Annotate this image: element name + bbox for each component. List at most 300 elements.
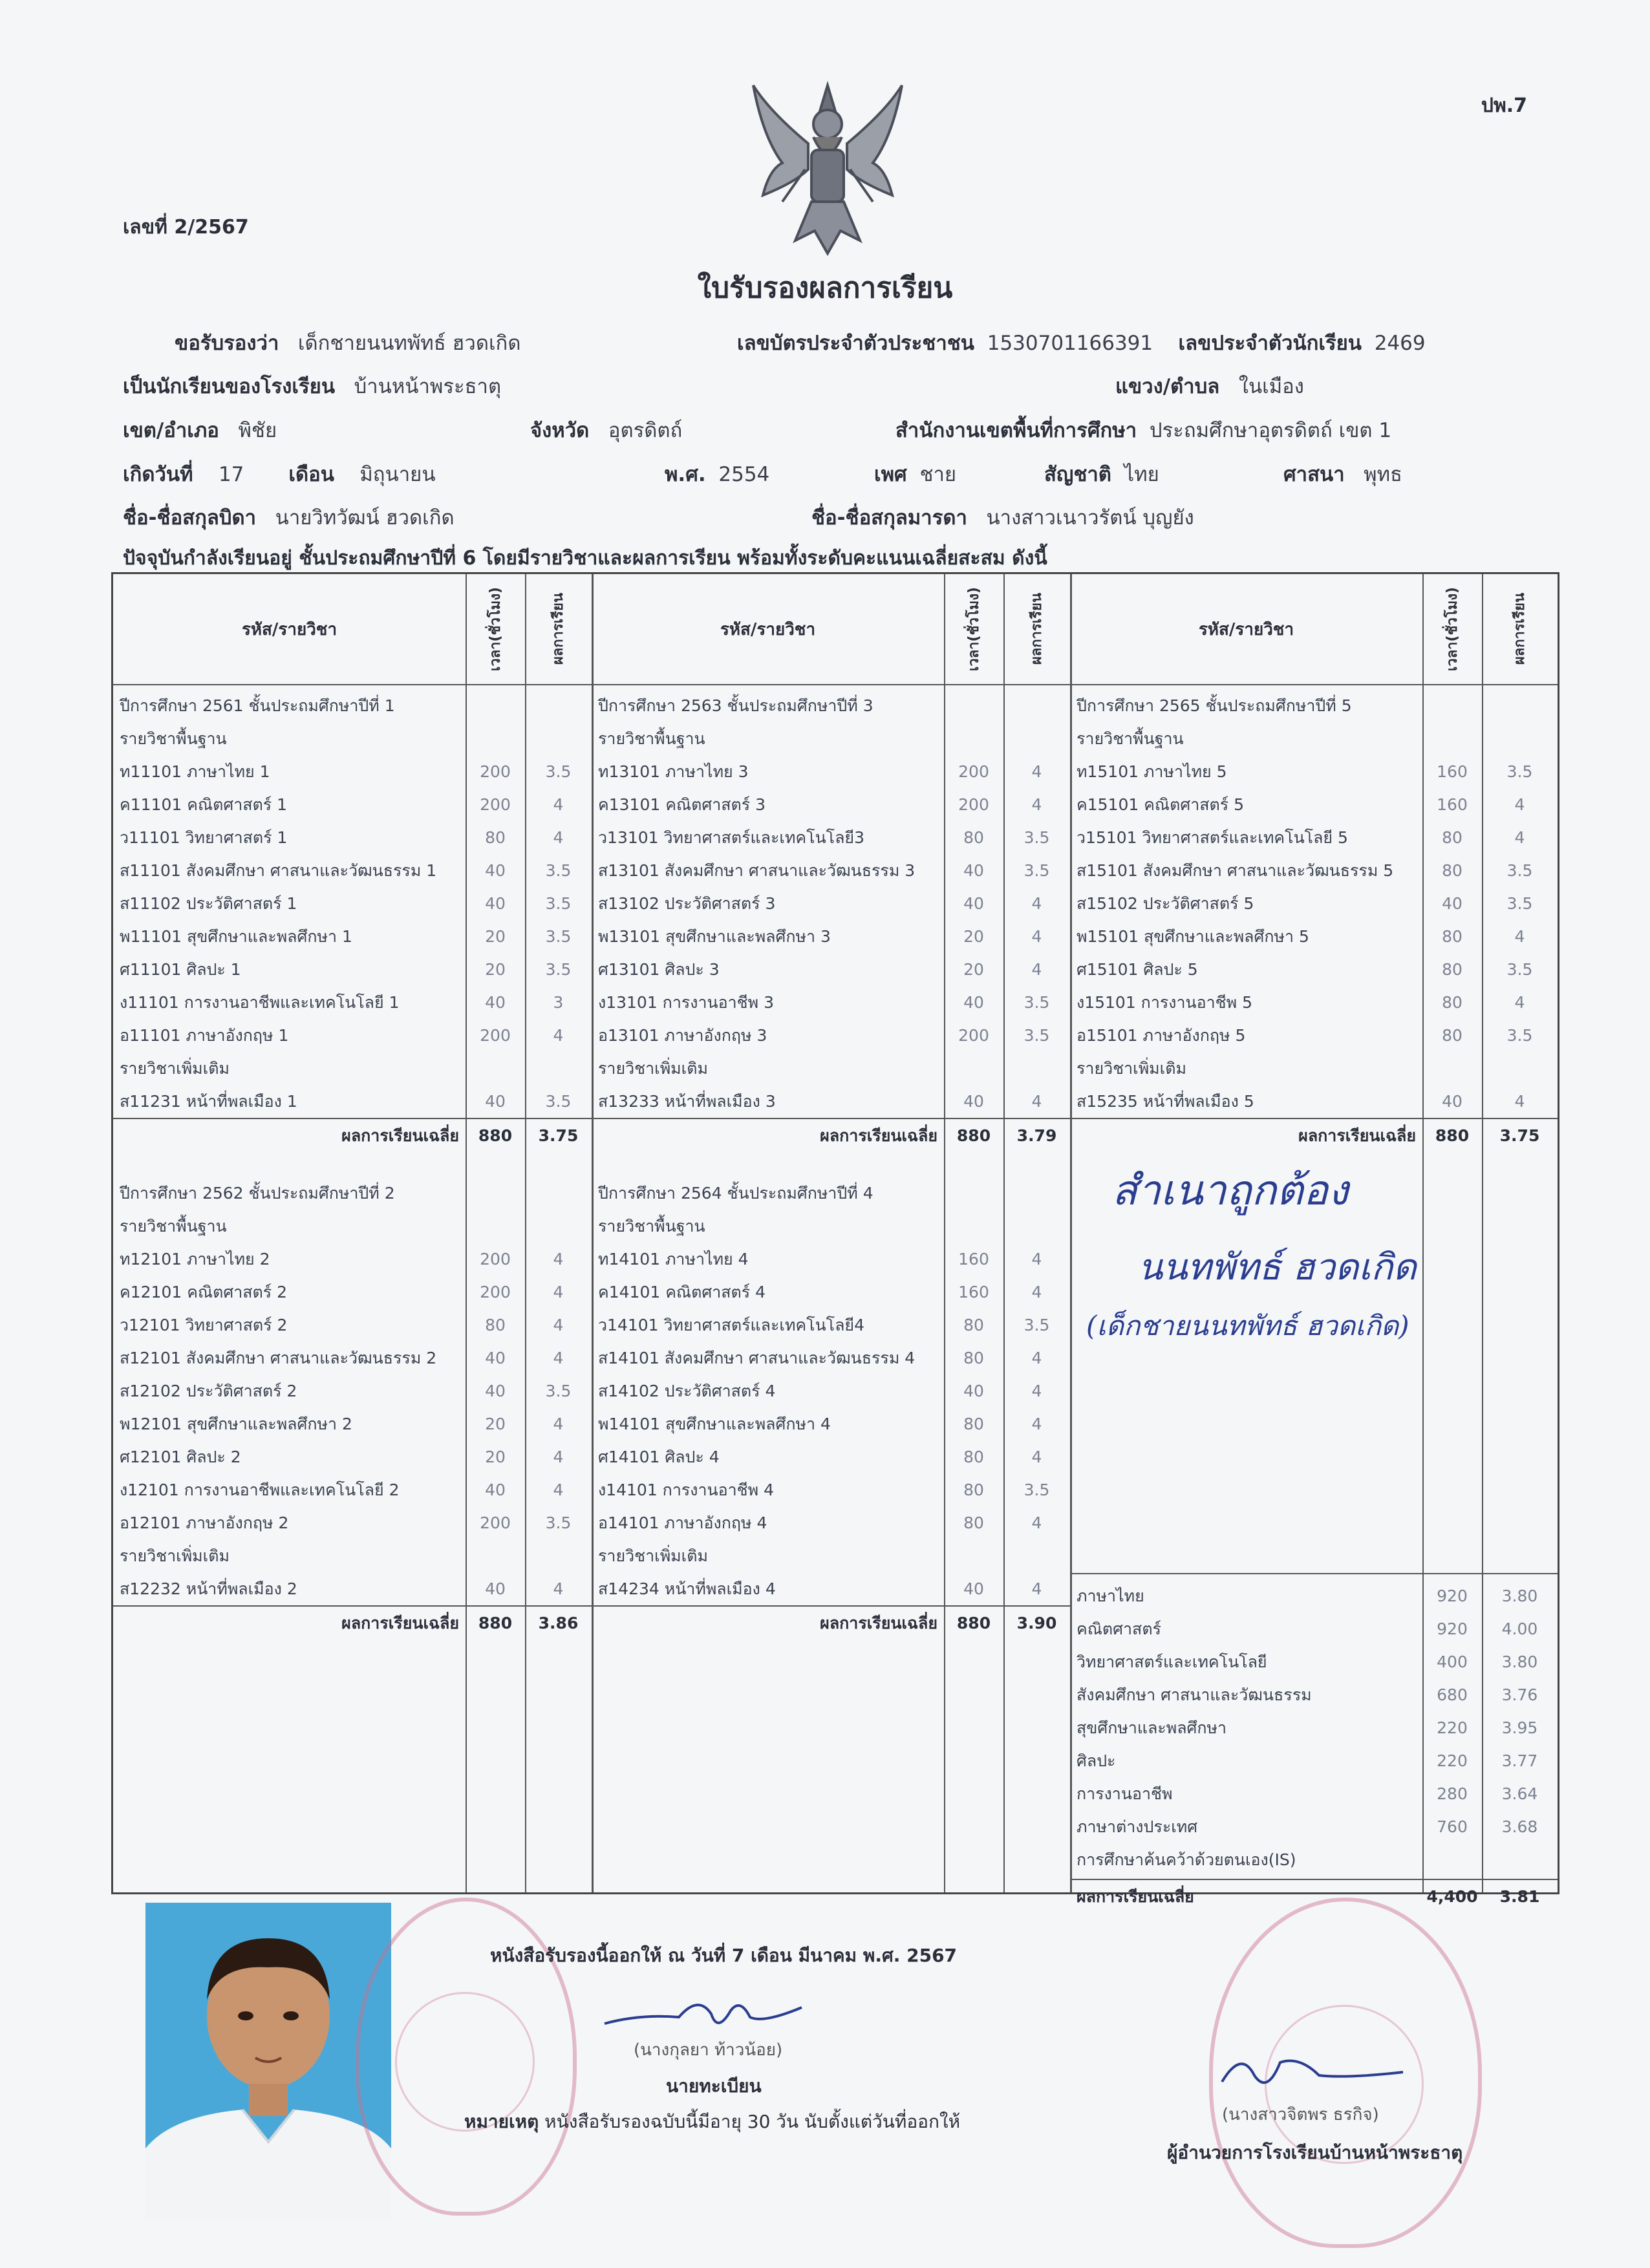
grade-value: 4 [553,828,564,847]
subject-row [592,1506,1070,1539]
hours-value: 220 [1437,1718,1468,1737]
subject-name: อ11101 ภาษาอังกฤษ 1 [120,1026,289,1045]
hours-value: 80 [963,1349,984,1367]
hours-value: 80 [1442,1026,1462,1045]
category-row [113,1539,592,1572]
category-row [592,722,1070,755]
subject-name: ส15102 ประวัติศาสตร์ 5 [1077,894,1254,913]
hours-value: 40 [485,861,506,880]
grade-value: 3.80 [1501,1587,1538,1605]
hours-value: 880 [478,1126,513,1145]
subject-name: ภาษาไทย [1077,1587,1144,1605]
school-name: บ้านหน้าพระธาตุ [354,375,502,398]
grade-value: 3.5 [1506,894,1533,913]
grade-value: 4 [1514,1092,1525,1111]
hours-value: 40 [485,1579,506,1598]
subject-row [592,1276,1070,1309]
grade-value: 3.76 [1501,1685,1538,1704]
hours-value: 40 [1442,1092,1462,1111]
subject-row [592,1473,1070,1506]
subject-name: ส14234 หน้าที่พลเมือง 4 [598,1579,776,1598]
subject-name: ปีการศึกษา 2561 ชั้นประถมศึกษาปีที่ 1 [120,696,395,715]
grade-value: 3.5 [1023,993,1050,1012]
subject-name: อ14101 ภาษาอังกฤษ 4 [598,1514,767,1532]
subject-name: การศึกษาค้นคว้าด้วยตนเอง(IS) [1077,1850,1296,1869]
grade-value: 4 [553,1026,564,1045]
category-row [113,722,592,755]
hours-value: 80 [485,828,506,847]
subject-name: ปีการศึกษา 2565 ชั้นประถมศึกษาปีที่ 5 [1077,696,1352,715]
summary-row [1070,1810,1558,1843]
subject-name: การงานอาชีพ [1077,1784,1173,1803]
hours-value: 20 [485,960,506,979]
subject-row [113,986,592,1019]
student-name: เด็กชายนนทพัทธ์ ฮวดเกิด [297,332,521,355]
header-subject: รหัส/รายวิชา [1198,619,1294,639]
grade-value: 3.5 [545,960,572,979]
hours-value: 40 [963,894,984,913]
subject-row [1070,1019,1558,1052]
registrar-name: (นางกุลยา ท้าวน้อย) [634,2040,783,2060]
subject-row [592,1243,1070,1276]
subject-name: รายวิชาพื้นฐาน [120,729,227,748]
subject-name: ท11101 ภาษาไทย 1 [120,762,270,781]
certify-line: ขอรับรองว่า เด็กชายนนทพัทธ์ ฮวดเกิด [175,332,521,355]
subject-row [113,887,592,920]
hours-value: 400 [1437,1653,1468,1671]
hours-value: 80 [963,1481,984,1499]
subject-name: ศ15101 ศิลปะ 5 [1077,960,1198,979]
subject-name: พ15101 สุขศึกษาและพลศึกษา 5 [1077,927,1309,946]
hours-value: 80 [1442,993,1462,1012]
province-line: จังหวัด อุตรดิตถ์ [530,419,683,442]
subject-name: พ11101 สุขศึกษาและพลศึกษา 1 [120,927,352,946]
grade-value: 3.95 [1501,1718,1538,1737]
religion-line: ศาสนา พุทธ [1283,463,1402,486]
subject-row [592,953,1070,986]
hours-value: 40 [485,1349,506,1367]
subject-row [592,920,1070,953]
subject-row [592,1440,1070,1473]
subject-name: ผลการเรียนเฉลี่ย [1298,1126,1416,1145]
subject-name: ศ12101 ศิลปะ 2 [120,1448,241,1466]
grade-value: 3.5 [545,1382,572,1400]
subject-row [1070,920,1558,953]
subject-name: ค15101 คณิตศาสตร์ 5 [1077,795,1245,814]
hours-value: 160 [958,1283,989,1301]
handwritten-certified-copy: สำเนาถูกต้อง [1112,1167,1349,1215]
hours-value: 20 [485,1415,506,1433]
subject-name: ปีการศึกษา 2564 ชั้นประถมศึกษาปีที่ 4 [598,1184,873,1203]
hours-value: 40 [485,894,506,913]
grade-value: 4 [553,1349,564,1367]
hours-value: 280 [1437,1784,1468,1803]
subject-row [113,1243,592,1276]
subject-row [592,1572,1070,1605]
hours-value: 200 [480,1514,511,1532]
subject-row [592,1085,1070,1118]
hours-value: 80 [1442,960,1462,979]
subject-name: ว14101 วิทยาศาสตร์และเทคโนโลยี4 [598,1316,864,1334]
summary-row [1070,1777,1558,1810]
subject-row [113,788,592,821]
subject-row [113,1342,592,1375]
handwritten-student-name: (เด็กชายนนทพัทธ์ ฮวดเกิด) [1086,1310,1409,1342]
hours-value: 20 [485,1448,506,1466]
header-grade: ผลการเรียน [1029,593,1045,665]
grade-value: 4 [1031,762,1042,781]
subject-name: ส12102 ประวัติศาสตร์ 2 [120,1382,297,1400]
subject-name: ว12101 วิทยาศาสตร์ 2 [120,1316,288,1334]
year-title [592,689,1070,722]
subject-row [113,1440,592,1473]
subject-row [113,1085,592,1118]
grade-value: 3.79 [1016,1126,1057,1145]
grade-value: 4 [1031,1514,1042,1532]
subject-row [113,854,592,887]
grade-value: 3.68 [1501,1817,1538,1836]
director-role: ผู้อำนวยการโรงเรียนบ้านหน้าพระธาตุ [1167,2142,1463,2163]
grade-value: 3.90 [1016,1614,1057,1632]
summary-row [1070,1711,1558,1744]
subject-name: คณิตศาสตร์ [1077,1620,1161,1638]
subject-name: สุขศึกษาและพลศึกษา [1077,1718,1227,1737]
hours-value: 40 [485,1382,506,1400]
subject-row [113,1309,592,1342]
grade-value: 4.00 [1501,1620,1538,1638]
grade-value: 4 [553,1250,564,1268]
id-card-number: 1530701166391 [987,332,1153,355]
header-divider [113,684,1558,685]
category-row [113,1210,592,1243]
subject-name: ค12101 คณิตศาสตร์ 2 [120,1283,288,1301]
subject-name: รายวิชาเพิ่มเติม [598,1546,708,1565]
grade-value: 4 [1031,795,1042,814]
grade-value: 4 [553,1448,564,1466]
hours-value: 40 [485,1092,506,1111]
grade-table [111,572,1559,1906]
category-row [113,1052,592,1085]
hours-value: 80 [963,1316,984,1334]
grade-value: 3.75 [538,1126,579,1145]
year-title [1070,689,1558,722]
subject-name: ปีการศึกษา 2562 ชั้นประถมศึกษาปีที่ 2 [120,1184,395,1203]
hours-value: 80 [485,1316,506,1334]
hours-value: 760 [1437,1817,1468,1836]
sex-line: เพศ ชาย [874,463,957,486]
grade-value: 4 [1031,1250,1042,1268]
category-row [592,1210,1070,1243]
hours-value: 40 [963,861,984,880]
grade-value: 3.77 [1501,1751,1538,1770]
subject-row [1070,986,1558,1019]
grade-value: 3.5 [1023,828,1050,847]
hours-value: 80 [1442,861,1462,880]
subject-name: รายวิชาเพิ่มเติม [1077,1059,1186,1078]
office-line: สำนักงานเขตพื้นที่การศึกษา ประถมศึกษาอุตรดิตถ์ เขต 1 [895,419,1392,442]
subject-row [113,1473,592,1506]
summary-row [1070,1678,1558,1711]
grade-value: 3.86 [538,1614,579,1632]
hours-value: 200 [958,1026,989,1045]
hours-value: 680 [1437,1685,1468,1704]
subject-row [113,1375,592,1407]
subject-name: พ12101 สุขศึกษาและพลศึกษา 2 [120,1415,352,1433]
subject-row [1070,953,1558,986]
grade-value: 3.80 [1501,1653,1538,1671]
subject-row [592,854,1070,887]
subject-row [113,1019,592,1052]
subject-name: ค14101 คณิตศาสตร์ 4 [598,1283,766,1301]
grade-value: 3.5 [545,894,572,913]
subject-row [1070,887,1558,920]
grade-value: 4 [1031,1349,1042,1367]
subject-row [113,1276,592,1309]
year-average-row [1070,1119,1558,1152]
grade-value: 3.5 [1023,861,1050,880]
hours-value: 880 [1435,1126,1470,1145]
subject-name: ส11102 ประวัติศาสตร์ 1 [120,894,297,913]
current-statement: ปัจจุบันกำลังเรียนอยู่ ชั้นประถมศึกษาปีที่ 6 โดยมีรายวิชาและผลการเรียน พร้อมทั้งระดับคะแนนเฉลี่ยสะสม ดังนี้ [123,547,1047,570]
year-title [113,689,592,722]
subject-name: ส14102 ประวัติศาสตร์ 4 [598,1382,776,1400]
grade-value: 3.5 [1023,1481,1050,1499]
hours-value: 200 [480,762,511,781]
subject-name: พ14101 สุขศึกษาและพลศึกษา 4 [598,1415,831,1433]
subject-name: ค11101 คณิตศาสตร์ 1 [120,795,288,814]
subject-row [592,1019,1070,1052]
registrar-role: นายทะเบียน [666,2075,762,2097]
remark: หมายเหตุ หนังสือรับรองฉบับนี้มีอายุ 30 วัน นับตั้งแต่วันที่ออกให้ [464,2111,961,2132]
subject-name: รายวิชาพื้นฐาน [598,1217,705,1236]
summary-row [1070,1579,1558,1612]
header-grade: ผลการเรียน [550,593,566,665]
grade-value: 4 [553,1481,564,1499]
grade-value: 4 [1031,1415,1042,1433]
subject-name: ง11101 การงานอาชีพและเทคโนโลยี 1 [120,993,400,1012]
birth-line: เกิดวันที่ 17 เดือน มิถุนายน [123,463,436,486]
subject-name: ท15101 ภาษาไทย 5 [1077,762,1227,781]
subject-name: ง12101 การงานอาชีพและเทคโนโลยี 2 [120,1481,400,1499]
subject-name: ท14101 ภาษาไทย 4 [598,1250,749,1268]
grade-value: 4 [1031,1579,1042,1598]
subject-name: วิทยาศาสตร์และเทคโนโลยี [1077,1653,1267,1671]
hours-value: 4,400 [1426,1887,1478,1906]
year-title [113,1177,592,1210]
subject-name: ผลการเรียนเฉลี่ย [341,1614,459,1632]
id-line: เลขบัตรประจำตัวประชาชน 1530701166391 เลขประจำตัวนักเรียน 2469 [737,332,1426,355]
student-photo [145,1903,391,2220]
grade-value: 3.5 [1023,1026,1050,1045]
subject-name: ค13101 คณิตศาสตร์ 3 [598,795,766,814]
school-line: เป็นนักเรียนของโรงเรียน บ้านหน้าพระธาตุ [123,375,502,398]
grade-value: 3.5 [545,762,572,781]
hours-value: 20 [485,927,506,946]
subject-name: ส12232 หน้าที่พลเมือง 2 [120,1579,297,1598]
subject-name: ว11101 วิทยาศาสตร์ 1 [120,828,288,847]
grade-value: 4 [1514,927,1525,946]
category-row [592,1052,1070,1085]
nationality-line: สัญชาติ ไทย [1044,463,1159,486]
subject-name: ศ11101 ศิลปะ 1 [120,960,241,979]
grade-value: 3.5 [1506,960,1533,979]
subject-row [1070,1085,1558,1118]
hours-value: 200 [958,762,989,781]
grade-value: 3.5 [545,1514,572,1532]
grade-value: 4 [1031,960,1042,979]
subject-name: รายวิชาพื้นฐาน [120,1217,227,1236]
hours-value: 80 [963,828,984,847]
grade-value: 4 [1031,1448,1042,1466]
grade-value: 4 [1514,795,1525,814]
subject-name: อ15101 ภาษาอังกฤษ 5 [1077,1026,1246,1045]
subject-row [592,986,1070,1019]
category-row [1070,722,1558,755]
birth-year-line: พ.ศ. 2554 [665,463,770,486]
subject-row [592,788,1070,821]
hours-value: 200 [958,795,989,814]
form-code: ปพ.7 [1481,94,1527,117]
subject-row [113,755,592,788]
subdistrict-line: แขวง/ตำบล ในเมือง [1115,375,1304,398]
subject-name: สังคมศึกษา ศาสนาและวัฒนธรรม [1077,1685,1312,1704]
subject-name: ส11231 หน้าที่พลเมือง 1 [120,1092,297,1111]
garuda-emblem [744,72,912,260]
hours-value: 80 [1442,828,1462,847]
subject-name: ปีการศึกษา 2563 ชั้นประถมศึกษาปีที่ 3 [598,696,873,715]
handwritten-signature-student: นนทพัทธ์ ฮวดเกิด [1138,1246,1417,1289]
document-number: เลขที่ 2/2567 [123,216,249,239]
grade-value: 4 [1031,927,1042,946]
subject-name: ส15101 สังคมศึกษา ศาสนาและวัฒนธรรม 5 [1077,861,1394,880]
subject-row [113,920,592,953]
header-subject: รหัส/รายวิชา [241,619,338,639]
subject-name: ส11101 สังคมศึกษา ศาสนาและวัฒนธรรม 1 [120,861,437,880]
hours-value: 200 [480,795,511,814]
director-name: (นางสาวจิตพร ธรกิจ) [1222,2105,1379,2124]
subject-name: อ13101 ภาษาอังกฤษ 3 [598,1026,767,1045]
grade-value: 3.5 [545,1092,572,1111]
year-average-row [113,1119,592,1152]
subject-row [1070,821,1558,854]
document-title: ใบรับรองผลการเรียน [697,272,953,305]
hours-value: 200 [480,1250,511,1268]
hours-value: 80 [963,1514,984,1532]
subject-name: รายวิชาเพิ่มเติม [120,1546,230,1565]
year-title [592,1177,1070,1210]
grade-value: 3.5 [1023,1316,1050,1334]
year-average-row [592,1607,1070,1640]
subject-row [592,821,1070,854]
header-hours: เวลา(ชั่วโมง) [1444,586,1461,672]
subject-row [113,821,592,854]
grade-value: 4 [553,1579,564,1598]
father-line: ชื่อ-ชื่อสกุลบิดา นายวิทวัฒน์ ฮวดเกิด [123,506,455,530]
summary-row [1070,1843,1558,1876]
subject-name: ส15235 หน้าที่พลเมือง 5 [1077,1092,1254,1111]
grade-value: 4 [553,795,564,814]
subject-row [1070,755,1558,788]
hours-value: 920 [1437,1620,1468,1638]
subject-name: ศ13101 ศิลปะ 3 [598,960,720,979]
grade-value: 4 [1514,993,1525,1012]
hours-value: 160 [958,1250,989,1268]
student-id: 2469 [1374,332,1426,355]
subject-row [592,887,1070,920]
hours-value: 160 [1437,762,1468,781]
subject-row [113,953,592,986]
district-line: เขต/อำเภอ พิชัย [123,419,277,442]
grade-value: 4 [1514,828,1525,847]
subject-name: ส14101 สังคมศึกษา ศาสนาและวัฒนธรรม 4 [598,1349,916,1367]
subject-name: ส13233 หน้าที่พลเมือง 3 [598,1092,776,1111]
header-grade: ผลการเรียน [1512,593,1528,665]
hours-value: 40 [963,993,984,1012]
header-hours: เวลา(ชั่วโมง) [487,586,504,672]
hours-value: 200 [480,1283,511,1301]
summary-divider [1070,1573,1558,1574]
hours-value: 200 [480,1026,511,1045]
hours-value: 40 [1442,894,1462,913]
subject-row [113,1572,592,1605]
hours-value: 80 [1442,927,1462,946]
subject-name: อ12101 ภาษาอังกฤษ 2 [120,1514,289,1532]
hours-value: 160 [1437,795,1468,814]
hours-value: 920 [1437,1587,1468,1605]
subject-name: ผลการเรียนเฉลี่ย [820,1126,938,1145]
subject-row [592,755,1070,788]
hours-value: 40 [963,1092,984,1111]
grade-value: 4 [1031,1283,1042,1301]
subject-name: ผลการเรียนเฉลี่ย [1077,1887,1194,1906]
subject-name: รายวิชาเพิ่มเติม [598,1059,708,1078]
grade-value: 3.5 [1506,762,1533,781]
grade-value: 3 [553,993,564,1012]
subject-row [592,1375,1070,1407]
grade-value: 4 [553,1283,564,1301]
grade-value: 4 [1031,894,1042,913]
grade-value: 3.64 [1501,1784,1538,1803]
category-row [592,1539,1070,1572]
subject-name: ท13101 ภาษาไทย 3 [598,762,749,781]
grade-value: 3.5 [1506,1026,1533,1045]
hours-value: 40 [963,1382,984,1400]
subject-name: ผลการเรียนเฉลี่ย [820,1614,938,1632]
hours-value: 20 [963,927,984,946]
mother-line: ชื่อ-ชื่อสกุลมารดา นางสาวเนาวรัตน์ บุญยัง [811,506,1194,530]
hours-value: 80 [963,1448,984,1466]
grade-value: 4 [1031,1092,1042,1111]
subject-row [1070,788,1558,821]
header-hours: เวลา(ชั่วโมง) [965,586,982,672]
subject-name: ผลการเรียนเฉลี่ย [341,1126,459,1145]
grade-value: 4 [1031,1382,1042,1400]
hours-value: 40 [485,1481,506,1499]
subject-name: ส12101 สังคมศึกษา ศาสนาและวัฒนธรรม 2 [120,1349,437,1367]
hours-value: 40 [485,993,506,1012]
subject-row [592,1309,1070,1342]
summary-row [1070,1645,1558,1678]
subject-name: รายวิชาพื้นฐาน [1077,729,1184,748]
director-signature [1216,2037,1409,2108]
subject-row [113,1506,592,1539]
subject-name: ง13101 การงานอาชีพ 3 [598,993,774,1012]
subject-name: ง14101 การงานอาชีพ 4 [598,1481,774,1499]
hours-value: 20 [963,960,984,979]
grade-value: 4 [553,1415,564,1433]
subject-name: พ13101 สุขศึกษาและพลศึกษา 3 [598,927,831,946]
grade-value: 3.5 [545,927,572,946]
